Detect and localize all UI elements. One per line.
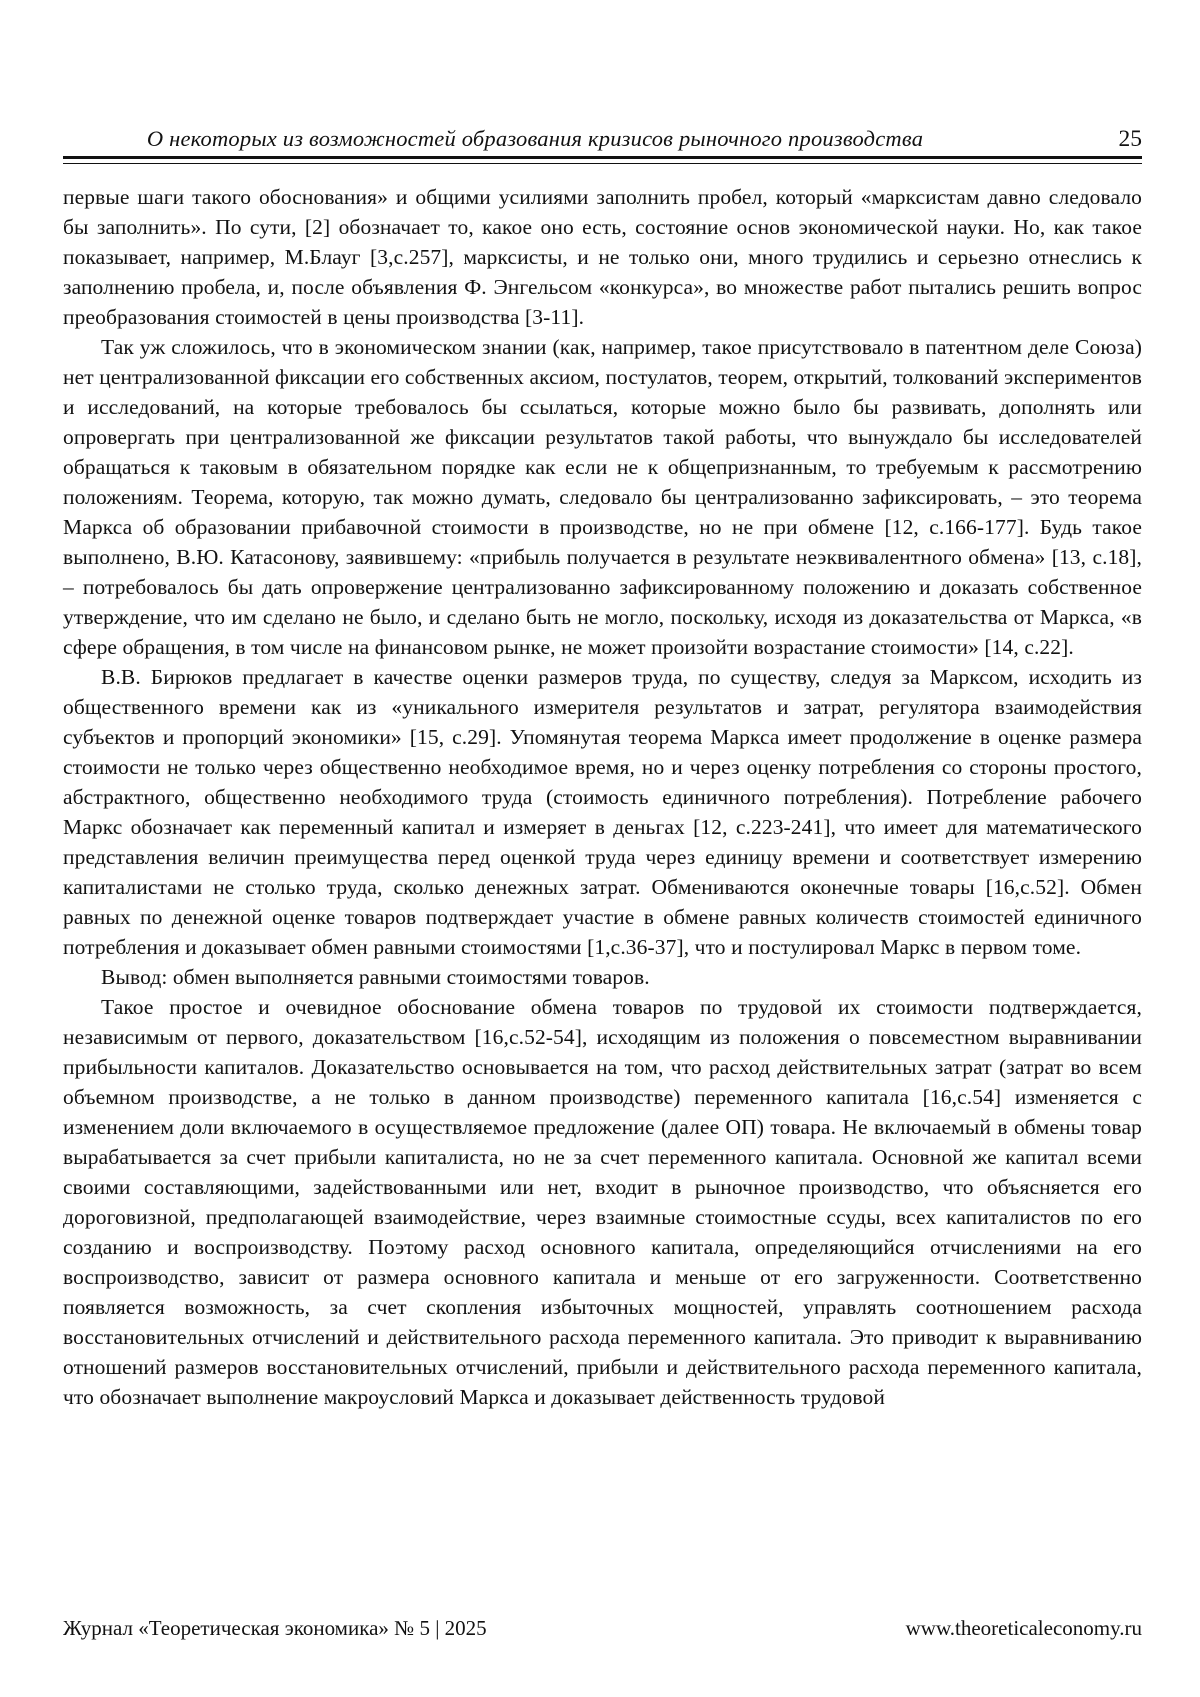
page-footer (63, 1616, 1142, 1641)
paragraph-continuation: первые шаги такого обоснования» и общими усилиями заполнить пробел, который «марксистам давно следовало бы заполнить». По сути, [2] обозначает то, какое оно есть, состояние основ экономической науки. Но, как такое показывает, например, М.Блауг [3,с.257], марксисты, и не только они, много трудились и серьезно отнеслись к заполнению пробела, и, после объявления Ф. Энгельсом «конкурса», во множестве работ пытались решить вопрос преобразования стоимостей в цены производства [3-11]. (63, 185, 1142, 329)
journal-website: www.theoreticaleconomy.ru (905, 1616, 1142, 1640)
article-body (63, 182, 1142, 1412)
header-rule (63, 156, 1142, 164)
running-head-row (63, 126, 1142, 153)
running-head (63, 126, 1142, 164)
paragraph: Такое простое и очевидное обоснование обмена товаров по трудовой их стоимости подтверждается, независимым от первого, доказательством [16,с.52-54], исходящим из положения о повсеместном выравнивании прибыльности капиталов. Доказательство основывается на том, что расход действительных затрат (затрат во всем объемном производстве, а не только в данном производстве) переменного капитала [16,с.54] изменяется с изменением доли включаемого в осуществляемое предложение (далее ОП) товара. Не включаемый в обмены товар вырабатывается за счет прибыли капиталиста, но не за счет переменного капитала. Основной же капитал всеми своими составляющими, задействованными или нет, входит в рыночное производство, что объясняется его дороговизной, предполагающей взаимодействие, через взаимные стоимостные ссуды, всех капиталистов по его созданию и воспроизводству. Поэтому расход основного капитала, определяющийся отчислениями на его воспроизводство, зависит от размера основного капитала и меньше от его загруженности. Соответственно появляется возможность, за счет скопления избыточных мощностей, управлять соотношением расхода восстановительных отчислений и действительного расхода переменного капитала. Это приводит к выравниванию отношений размеров восстановительных отчислений, прибыли и действительного расхода переменного капитала, что обозначает выполнение макроусловий Маркса и доказывает действенность трудовой (63, 995, 1142, 1409)
page-number: 25 (1118, 126, 1142, 152)
journal-issue-info: Журнал «Теоретическая экономика» № 5 | 2025 (63, 1616, 487, 1640)
paragraph: В.В. Бирюков предлагает в качестве оценки размеров труда, по существу, следуя за Марксом, исходить из общественного времени как из «уникального измерителя результатов и затрат, регулятора взаимодействия субъектов и пропорций экономики» [15, с.29]. Упомянутая теорема Маркса имеет продолжение в оценке размера стоимости не только через общественно необходимое время, но и через оценку потребления со стороны простого, абстрактного, общественно необходимого труда (стоимость единичного потребления). Потребление рабочего Маркс обозначает как переменный капитал и измеряет в деньгах [12, с.223-241], что имеет для математического представления величин преимущества перед оценкой труда через единицу времени и соответствует измерению капиталистами не столько труда, сколько денежных затрат. Обмениваются оконечные товары [16,с.52]. Обмен равных по денежной оценке товаров подтверждает участие в обмене равных количеств стоимостей единичного потребления и доказывает обмен равными стоимостями [1,с.36-37], что и постулировал Маркс в первом томе. (63, 665, 1142, 959)
paragraph: Так уж сложилось, что в экономическом знании (как, например, такое присутствовало в патентном деле Союза) нет централизованной фиксации его собственных аксиом, постулатов, теорем, открытий, толкований экспериментов и исследований, на которые требовалось бы ссылаться, которые можно было бы развивать, дополнять или опровергать при централизованной же фиксации результатов такой работы, что вынуждало бы исследователей обращаться к таковым в обязательном порядке как если не к общепризнанным, то требуемым к рассмотрению положениям. Теорема, которую, так можно думать, следовало бы централизованно зафиксировать, – это теорема Маркса об образовании прибавочной стоимости в производстве, но не при обмене [12, с.166-177]. Будь такое выполнено, В.Ю. Катасонову, заявившему: «прибыль получается в результате неэквивалентного обмена» [13, с.18], – потребовалось бы дать опровержение централизованно зафиксированному положению и доказать собственное утверждение, что им сделано не было, и сделано быть не могло, поскольку, исходя из доказательства от Маркса, «в сфере обращения, в том числе на финансовом рынке, не может произойти возрастание стоимости» [14, с.22]. (63, 335, 1142, 659)
running-title: О некоторых из возможностей образования кризисов рыночного производства (146, 126, 924, 151)
paragraph-conclusion: Вывод: обмен выполняется равными стоимостями товаров. (101, 965, 650, 989)
